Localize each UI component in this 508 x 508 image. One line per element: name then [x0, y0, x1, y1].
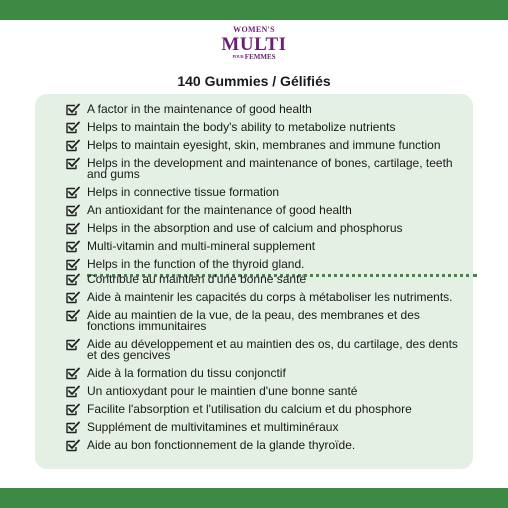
checkmark-icon [65, 309, 80, 322]
checkmark-icon [65, 139, 80, 152]
bottom-green-band [0, 488, 508, 508]
benefit-text: Un antioxydant pour le maintien d'une bonne santé [87, 384, 358, 398]
checkmark-icon [65, 273, 80, 286]
checkmark-icon [65, 240, 80, 253]
benefit-item [65, 223, 465, 234]
benefit-item [65, 158, 465, 180]
benefit-item [65, 404, 465, 415]
product-count-title: 140 Gummies / Gélifiés [177, 73, 331, 89]
benefit-item [65, 259, 465, 270]
benefit-item [65, 292, 465, 303]
benefit-item [65, 122, 465, 133]
benefit-item [65, 274, 465, 285]
benefit-item [65, 386, 465, 397]
brand-logo [0, 26, 508, 61]
benefit-text: An antioxidant for the maintenance of good health [87, 203, 352, 217]
checkmark-icon [65, 103, 80, 116]
benefit-text: Helps to maintain eyesight, skin, membranes and immune function [87, 138, 441, 152]
benefit-item [65, 422, 465, 433]
benefit-text: Aide au bon fonctionnement de la glande thyroïde. [87, 438, 356, 452]
checkmark-icon [65, 385, 80, 398]
benefit-text: Helps in the function of the thyroid gland. [87, 257, 305, 271]
benefit-text: Helps in the development and maintenance of bones, cartilage, teeth and gums [87, 156, 453, 181]
benefit-item [65, 104, 465, 115]
benefit-text: Aide au maintien de la vue, de la peau, des membranes et des fonctions immunitaires [87, 308, 420, 333]
benefit-text: Helps in connective tissue formation [87, 185, 280, 199]
logo-womens: WOMEN'S [233, 25, 275, 34]
logo-multi: MULTI [221, 34, 287, 55]
benefit-text: Contribue au maintien d'une bonne santé [87, 272, 307, 286]
checkmark-icon [65, 367, 80, 380]
checkmark-icon [65, 439, 80, 452]
benefit-text: Facilite l'absorption et l'utilisation du calcium et du phosphore [87, 402, 412, 416]
checkmark-icon [65, 121, 80, 134]
logo-femmes: FEMMES [244, 53, 276, 61]
benefit-item [65, 339, 465, 361]
checkmark-icon [65, 421, 80, 434]
benefit-item [65, 140, 465, 151]
top-green-band [0, 0, 508, 20]
checkmark-icon [65, 157, 80, 170]
checkmark-icon [65, 291, 80, 304]
benefits-panel [35, 94, 473, 469]
benefit-item [65, 368, 465, 379]
benefit-text: Aide à la formation du tissu conjonctif [87, 366, 286, 380]
benefit-text: Aide au développement et au maintien des os, du cartilage, des dents et des gencives [87, 337, 458, 362]
benefits-list-english [65, 104, 465, 277]
benefit-text: Helps in the absorption and use of calcium and phosphorus [87, 221, 403, 235]
checkmark-icon [65, 222, 80, 235]
benefit-text: Supplément de multivitamines et multiminéraux [87, 420, 339, 434]
benefits-list-french [65, 274, 465, 458]
checkmark-icon [65, 258, 80, 271]
checkmark-icon [65, 338, 80, 351]
benefit-text: Aide à maintenir les capacités du corps à métaboliser les nutriments. [87, 290, 453, 304]
benefit-item [65, 187, 465, 198]
benefit-text: Helps to maintain the body's ability to metabolize nutrients [87, 120, 396, 134]
logo-pour: POUR [232, 54, 244, 60]
checkmark-icon [65, 204, 80, 217]
benefit-item [65, 205, 465, 216]
benefit-item [65, 440, 465, 451]
benefit-item [65, 310, 465, 332]
checkmark-icon [65, 403, 80, 416]
logo-pour-femmes [0, 54, 508, 61]
checkmark-icon [65, 186, 80, 199]
benefit-text: A factor in the maintenance of good health [87, 102, 312, 116]
benefit-item [65, 241, 465, 252]
benefit-text: Multi-vitamin and multi-mineral supplement [87, 239, 316, 253]
